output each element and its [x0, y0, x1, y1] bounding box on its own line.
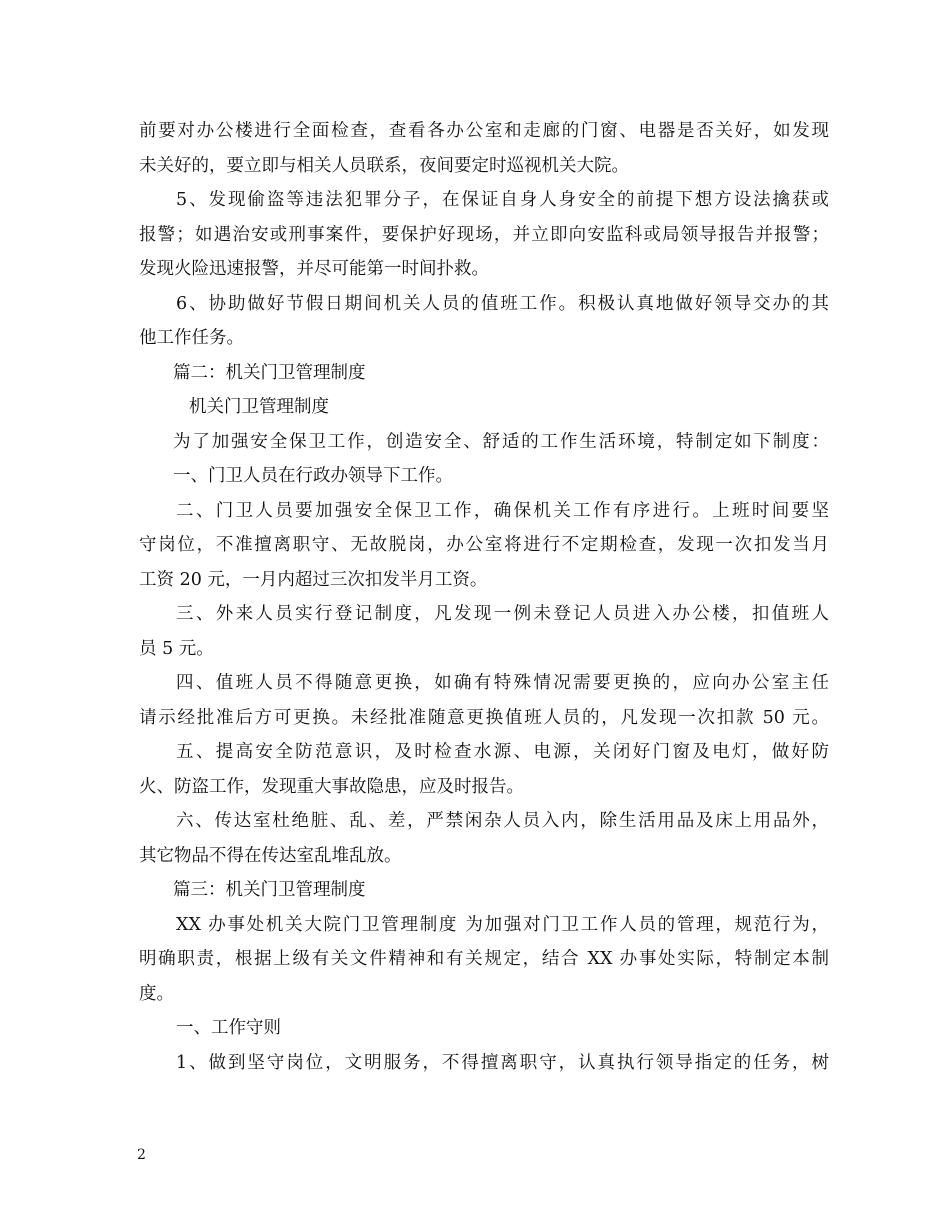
- text-line: 员 5 元。: [139, 638, 214, 659]
- text-line: 一、门卫人员在行政办领导下工作。: [173, 466, 453, 486]
- text-line: 报警；如遇治安或刑事案件，要保护好现场，并立即向安监科或局领导报告并报警；: [139, 224, 829, 245]
- text-line: 其它物品不得在传达室乱堆乱放。: [139, 845, 402, 866]
- document-body: [139, 114, 829, 1080]
- text-line: 未关好的，要立即与相关人员联系，夜间要定时巡视机关大院。: [139, 155, 629, 176]
- text-line: 6、协助做好节假日期间机关人员的值班工作。积极认真地做好领导交办的其: [176, 293, 829, 314]
- text-line: 六、传达室杜绝脏、乱、差，严禁闲杂人员入内，除生活用品及床上用品外，: [176, 811, 829, 831]
- text-line: 守岗位，不准擅离职守、无故脱岗，办公室将进行不定期检查，发现一次扣发当月: [139, 535, 829, 555]
- text-line: 度。: [139, 983, 174, 1004]
- text-line: 工资 20 元，一月内超过三次扣发半月工资。: [139, 569, 488, 590]
- section-heading: 篇三：机关门卫管理制度: [173, 880, 366, 900]
- text-line: 5、发现偷盗等违法犯罪分子，在保证自身人身安全的前提下想方设法擒获或: [176, 190, 829, 210]
- section-title: 机关门卫管理制度: [189, 397, 329, 417]
- text-line: 前要对办公楼进行全面检查，查看各办公室和走廊的门窗、电器是否关好，如发现: [139, 121, 829, 141]
- text-line: 他工作任务。: [139, 328, 244, 348]
- text-line: 火、防盗工作，发现重大事故隐患，应及时报告。: [139, 776, 524, 797]
- subsection-heading: 一、工作守则: [176, 1018, 281, 1038]
- text-line: 明确职责，根据上级有关文件精神和有关规定，结合 XX 办事处实际，特制定本制: [139, 949, 829, 969]
- section-heading: 篇二：机关门卫管理制度: [173, 362, 366, 383]
- text-line: 请示经批准后方可更换。未经批准随意更换值班人员的，凡发现一次扣款 50 元。: [139, 707, 829, 728]
- text-line: 为了加强安全保卫工作，创造安全、舒适的工作生活环境，特制定如下制度：: [173, 431, 829, 452]
- text-line: 三、外来人员实行登记制度，凡发现一例未登记人员进入办公楼，扣值班人: [176, 604, 829, 624]
- text-line: 1、做到坚守岗位，文明服务，不得擅离职守，认真执行领导指定的任务，树: [176, 1052, 829, 1073]
- page-number: 2: [137, 1147, 146, 1163]
- text-line: 发现火险迅速报警，并尽可能第一时间扑救。: [139, 259, 489, 279]
- text-line: 五、提高安全防范意识，及时检查水源、电源，关闭好门窗及电灯，做好防: [176, 742, 829, 762]
- text-line: 四、值班人员不得随意更换，如确有特殊情况需要更换的，应向办公室主任: [176, 673, 829, 693]
- text-line: 二、门卫人员要加强安全保卫工作，确保机关工作有序进行。上班时间要坚: [176, 500, 829, 521]
- text-line: XX 办事处机关大院门卫管理制度 为加强对门卫工作人员的管理，规范行为，: [176, 914, 829, 935]
